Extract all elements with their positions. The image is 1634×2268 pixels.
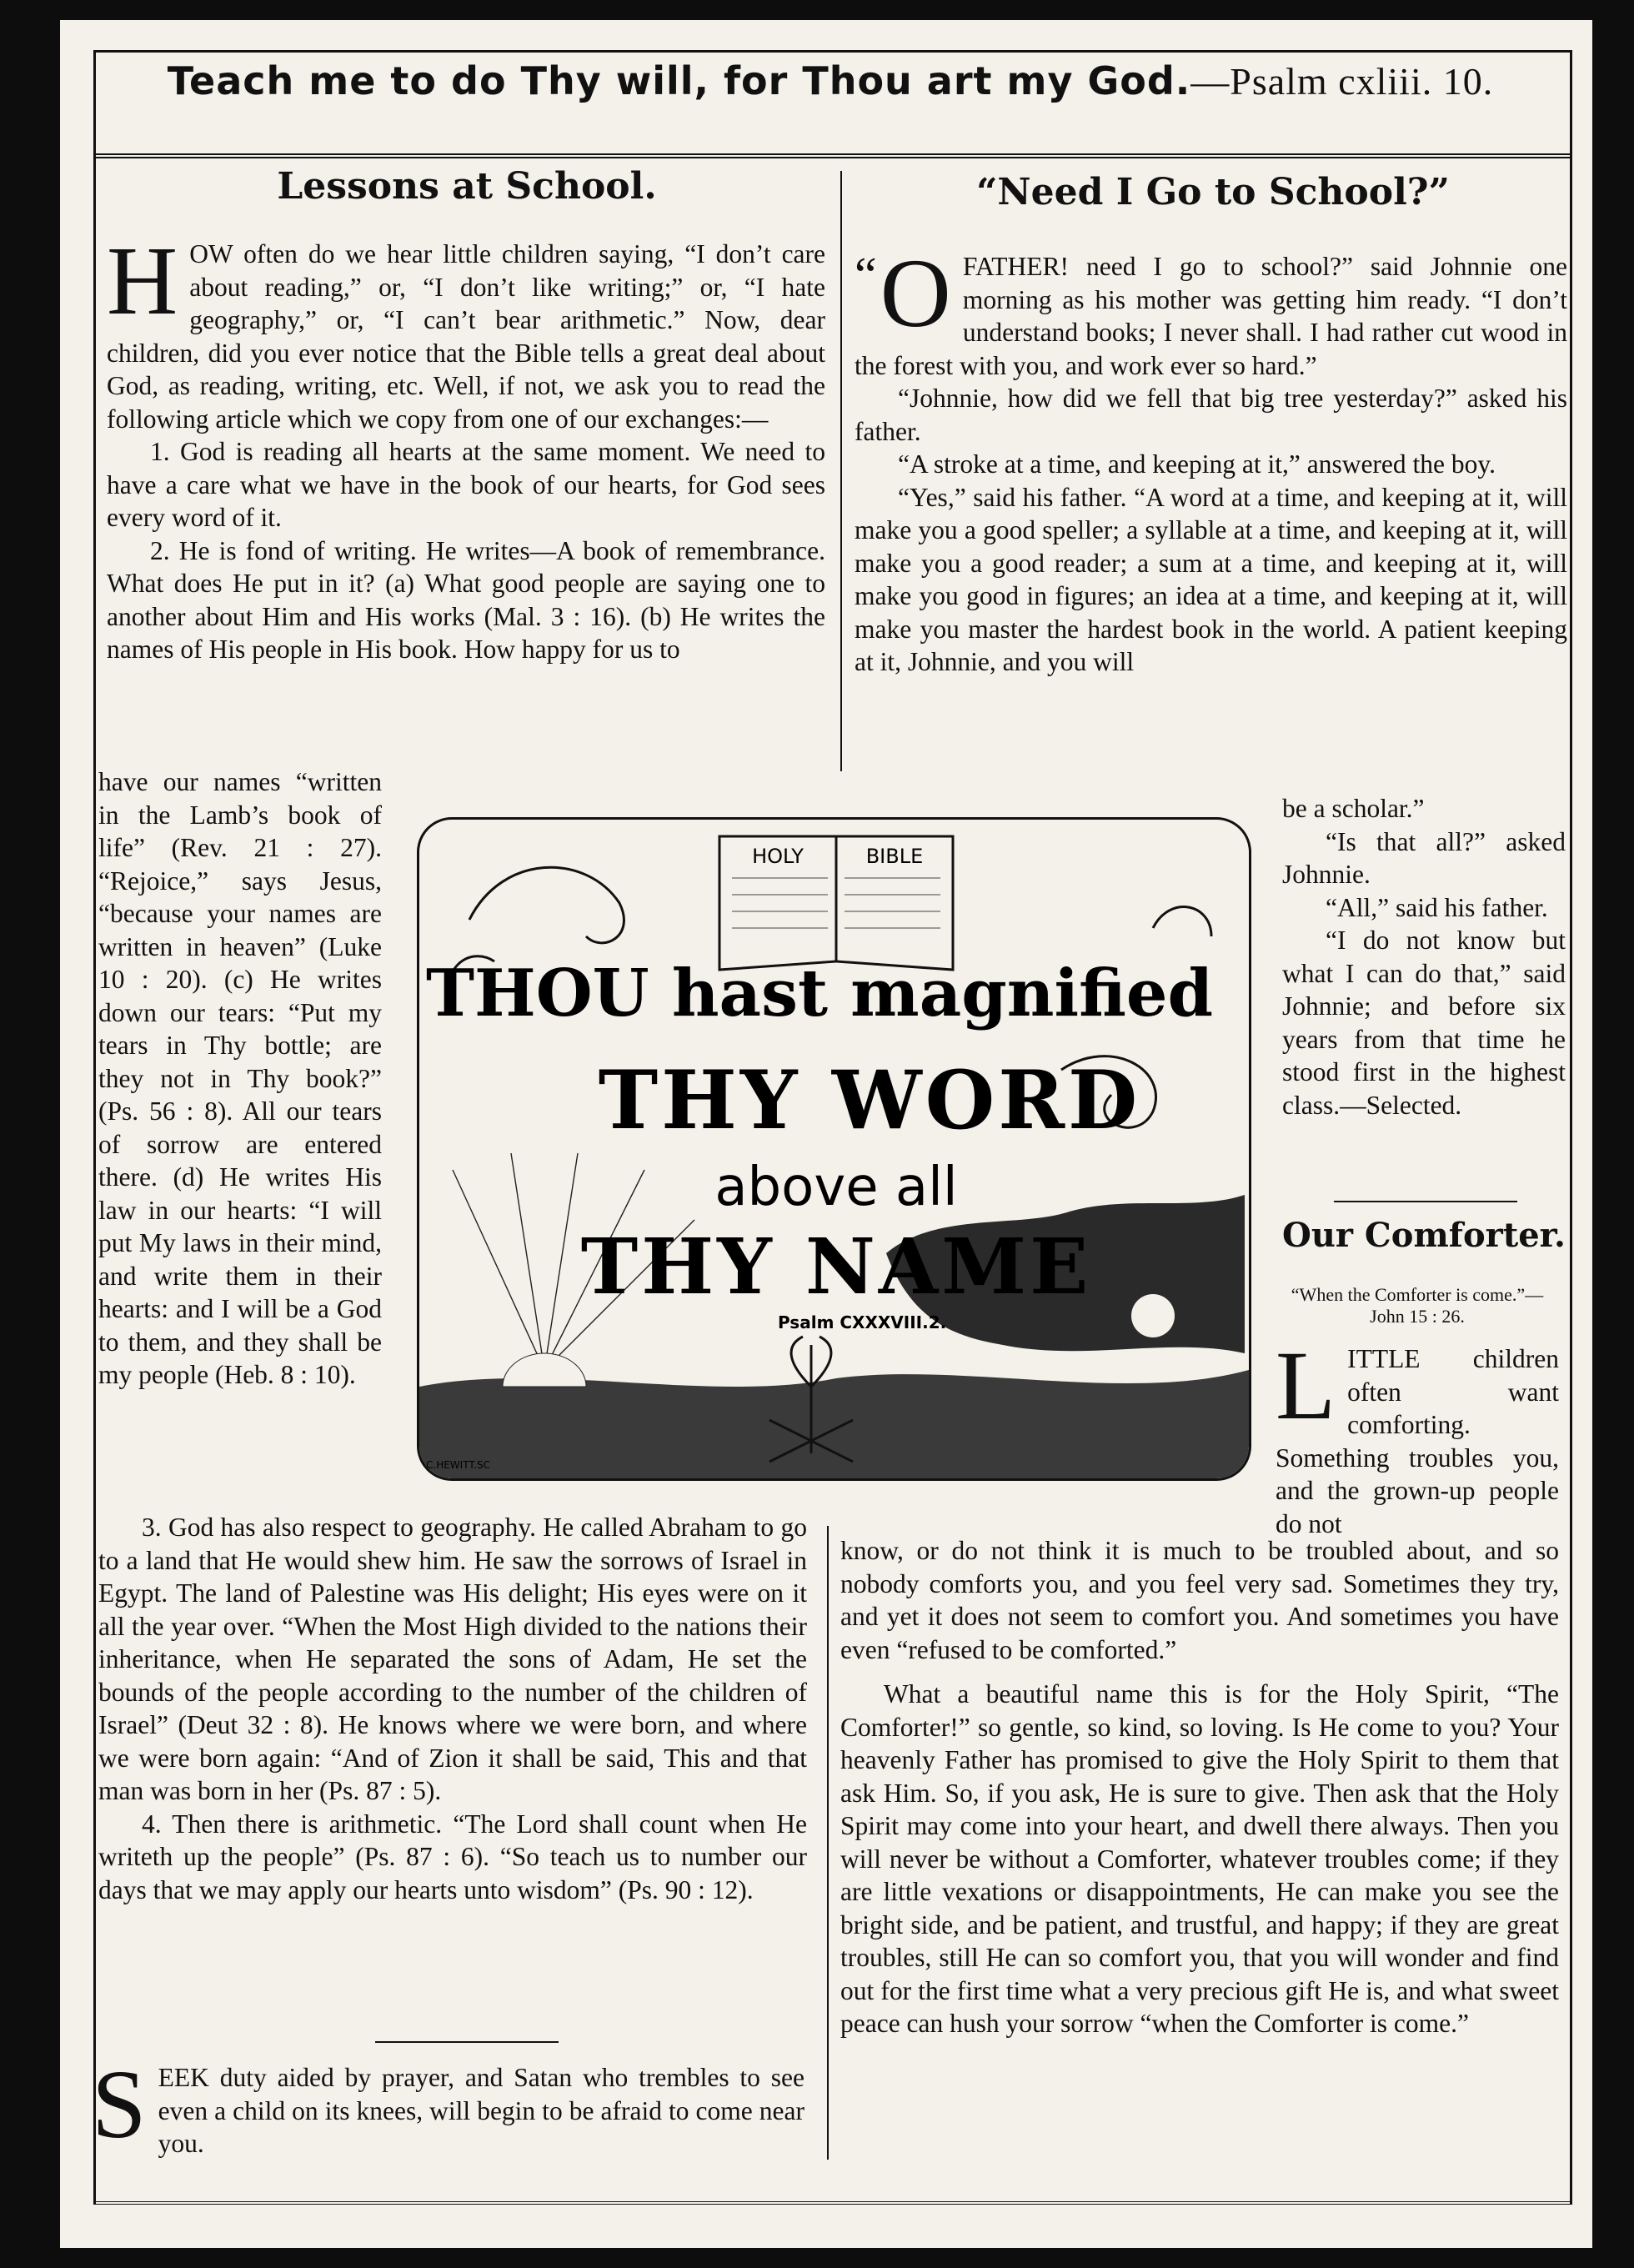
lessons-point-2-cont: have our names “written in the Lamb’s book of life” (Rev. 21 : 27). “Rejoice,” says Jesus, “because your names are written in heaven” (Luke 10 : 20). (c) He writes down our tears: “Put my tears in Thy bottle; are they not in Thy book?” (Ps. 56 : 8). All our tears of sorrow are entered there. (d) He writes His law in our hearts: “I will put My laws in their mind, and write them in their hearts: and I will be a God to them, and they shall be my people (Heb. 8 : 10). [98,767,382,1389]
comforter-narrow-text [1276,1331,1559,1540]
book-label-left: HOLY [752,845,804,868]
section-rule-right [1334,1201,1517,1202]
book-label-right: BIBLE [865,845,924,868]
banner-line-4: THY NAME [580,1222,1092,1312]
lessons-point-3: 3. God has also respect to geography. He called Abraham to go to a land that He would shew him. He saw the sorrows of Israel in Egypt. The land of Palestine was His delight; His eyes were on it all the year over. “When the Most High divided to the nations their inheritance, when He separated the sons of Adam, He set the bounds of the people according to the number of the children of Israel” (Deut 32 : 8). He knows where we were born, and where we were born again: “And of Zion it shall be said, This and that man was born in her (Ps. 87 : 5). [98,1513,807,1805]
lessons-narrow-text [98,765,382,1392]
bottom-rule [93,2201,1572,2205]
page-header [93,58,1567,103]
school-title: “Need I Go to School?” [976,171,1450,213]
school-text [855,238,1567,679]
comforter-epigraph: “When the Comforter is come.”—John 15 : 26. [1291,1284,1544,1327]
banner-illustration [419,820,1249,1478]
comforter-lower-text [840,1534,1559,2040]
lessons-point-4: 4. Then there is arithmetic. “The Lord shall count when He writeth up the people” (Ps. 87 : 6). “So teach us to number our days that we may apply our hearts unto wisdom” (Ps. 90 : 12). [98,1809,807,1904]
lessons-point-2: 2. He is fond of writing. He writes—A book of remembrance. What does He put in it? (a) What good people are saying one to another about Him and His works (Mal. 3 : 16). (b) He writes the names of His people in His book. How happy for us to [107,535,825,664]
moon [1131,1294,1175,1337]
school-para-4: “Yes,” said his father. “A word at a time, and keeping at it, will make you a good speller; a syllable at a time, and keeping at it, will make you a good reader; a sum at a time, and keeping at it, will make you good in figures; an idea at a time, and keeping at it, will make you master the hardest book in the world. A patient keeping at it, Johnnie, and you will [855,482,1567,676]
seek-dropcap: S [92,2050,147,2159]
section-rule-left [375,2041,559,2043]
comforter-title: Our Comforter. [1282,1216,1566,1255]
banner-line-3: above all [714,1157,958,1218]
column-divider-lower [827,1526,829,2160]
comforter-para-1a: ITTLE children often want comforting. Something troubles you, and the grown-up people do not [1276,1344,1559,1538]
school-para-1: FATHER! need I go to school?” said Johnnie one morning as his mother was getting him ready. “I don’t understand books; I never shall. I had rather cut wood in the forest with you, and work ever so hard.” [855,252,1567,380]
school-dropcap-quote: “ [855,248,877,303]
column-divider [840,171,842,771]
header-rule [93,153,1572,158]
school-dropcap: O [880,238,951,348]
lessons-upper-text [107,226,825,666]
lessons-intro: OW often do we hear little children saying, “I don’t care about reading,” or, “I don’t like writing;” or, “I hate geography,” or, “I can’t bear arithmetic.” Now, dear children, did you ever notice that the Bible tells a great deal about God, as reading, writing, etc. Well, if not, we ask you to read the following article which we copy from one of our exchanges:— [107,239,825,434]
lessons-dropcap: H [107,226,178,335]
header-motto: Teach me to do Thy will, for Thou art my God. [167,58,1191,103]
school-para-4-end: be a scholar.” [1282,794,1425,823]
engraver-signature: C.HEWITT.SC [426,1459,491,1471]
lessons-title: Lessons at School. [277,165,657,208]
school-narrow-text [1282,792,1566,1121]
school-para-7: “I do not know but what I can do that,” said Johnnie; and before six years from that time he stood first in the highest class.—Selected. [1282,926,1566,1120]
seek-text [92,2050,804,2160]
comforter-para-1b: know, or do not think it is much to be troubled about, and so nobody comforts you, and you feel very sad. Sometimes they try, and yet it does not seem to comfort you. And sometimes you have even “refused to be comforted.” [840,1536,1559,1664]
seek-body: EEK duty aided by prayer, and Satan who trembles to see even a child on its knees, will begin to be afraid to come near you. [158,2063,804,2158]
banner-reference: Psalm CXXXVIII.2. [778,1312,947,1332]
comforter-para-2: What a beautiful name this is for the Holy Spirit, “The Comforter!” so gentle, so kind, so loving. Is He come to you? Your heavenly Father has promised to give the Holy Spirit to them that ask Him. So, if you ask, He is sure to give. Then ask that the Holy Spirit may come into your heart, and dwell there always. Then you will never be without a Comforter, whatever troubles come; if they are little vexations or disappointments, He can make you see the bright side, and be patient, and trustful, and happy; if they are great troubles, still He can so comfort you, that you will wonder and find out for the first time what a very precious gift He is, and what sweet peace can hush your sorrow “when the Comforter is come.” [840,1679,1559,2038]
school-para-3: “A stroke at a time, and keeping at it,” answered the boy. [898,449,1496,479]
lessons-lower-text [98,1511,807,1906]
banner-line-2: THY WORD [598,1053,1141,1147]
lessons-point-1: 1. God is reading all hearts at the same moment. We need to have a care what we have in the book of our hearts, for God sees every word of it. [107,437,825,532]
school-para-6: “All,” said his father. [1326,892,1548,922]
school-para-2: “Johnnie, how did we fell that big tree yesterday?” asked his father. [855,384,1567,446]
header-reference: —Psalm cxliii. 10. [1190,60,1494,103]
scripture-banner [417,817,1251,1481]
comforter-dropcap: L [1276,1331,1336,1440]
school-para-5: “Is that all?” asked Johnnie. [1282,826,1566,889]
banner-line-1: THOU hast magnified [425,956,1214,1031]
rising-sun [503,1353,586,1387]
